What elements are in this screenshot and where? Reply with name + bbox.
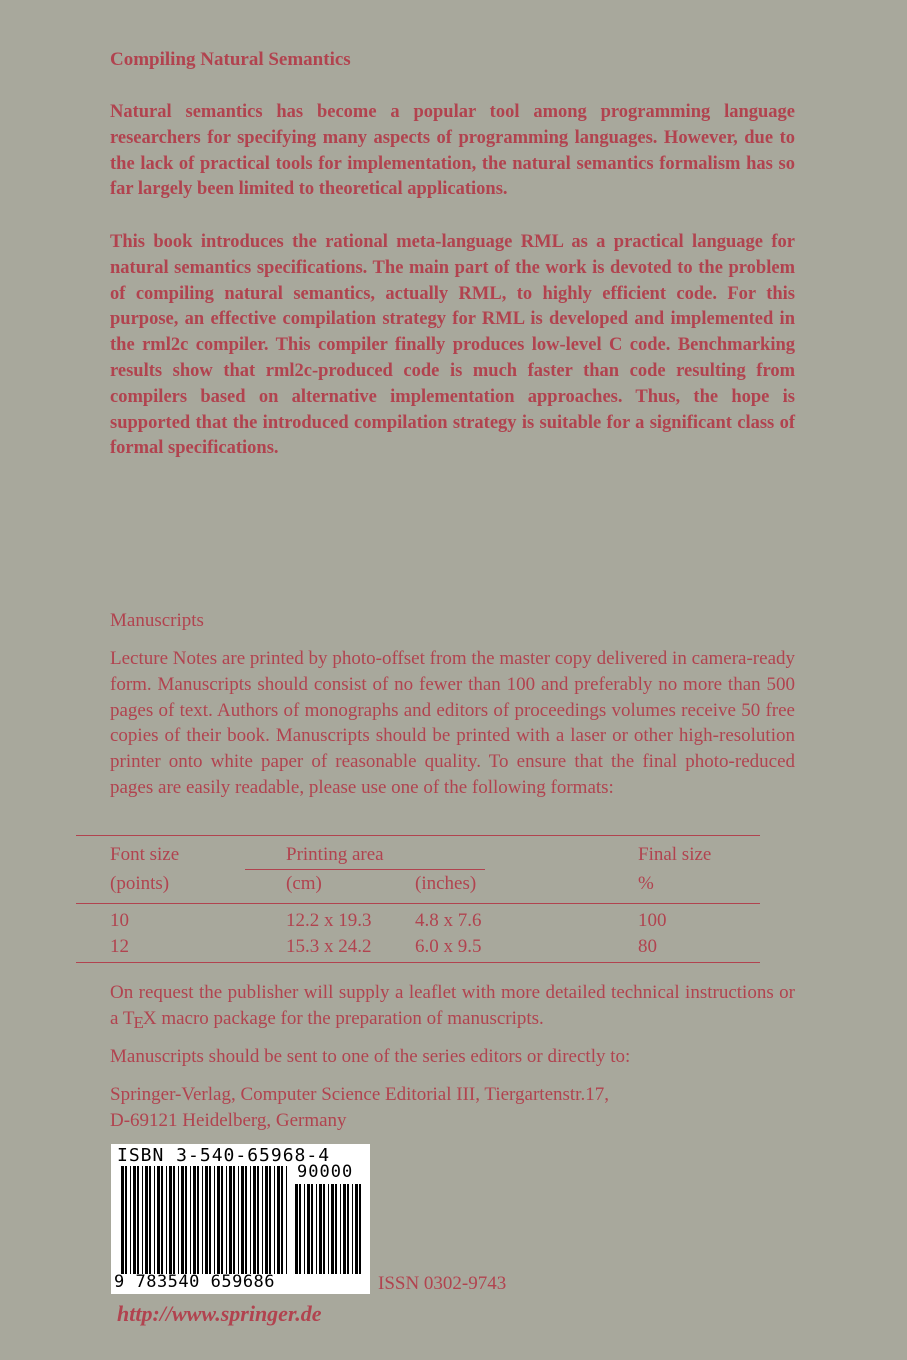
table-header-rule xyxy=(76,903,760,904)
header-printing-area: Printing area xyxy=(286,844,384,865)
tex-logo-x: X xyxy=(142,1007,157,1029)
header-final-size: Final size xyxy=(638,844,712,865)
table-cell-font: 12 xyxy=(110,936,129,957)
header-font-size: Font size xyxy=(110,844,180,865)
table-cell-final: 80 xyxy=(638,936,657,957)
table-cell-font: 10 xyxy=(110,910,129,931)
table-cell-cm: 15.3 x 24.2 xyxy=(286,936,372,957)
barcode-ean-digits: 9 783540 659686 xyxy=(114,1272,276,1292)
tex-logo-t: T xyxy=(122,1007,135,1029)
table-top-rule xyxy=(76,835,760,836)
description-paragraph-1: Natural semantics has become a popular tool among programming language researchers for specifying many aspects of programming languages. However, due to the lack of practical tools for implementation, the natural semantics formalism has so far largely been limited to theoretical applications. xyxy=(110,102,795,200)
manuscripts-heading: Manuscripts xyxy=(110,610,204,631)
request-text-after: macro package for the preparation of manuscripts. xyxy=(156,1007,544,1029)
manuscripts-instructions: Lecture Notes are printed by photo-offset from the master copy delivered in camera-ready form. Manuscripts should consist of no fewer than 100 and preferably no more than 500 pages of text. Authors of monographs and editors of proceedings volumes receive 50 free copies of their book. Manuscripts should be printed with a laser or other high-resolution printer onto white paper of reasonable quality. To ensure that the final photo-reduced pages are easily readable, please use one of the following formats: xyxy=(110,648,795,798)
description-paragraph-2: This book introduces the rational meta-language RML as a practical language for natural semantics specifications. The main part of the work is devoted to the problem of compiling natural semantics, actually RML, to highly efficient code. For this purpose, an effective compilation strategy for RML is developed and implemented in the rml2c compiler. This compiler finally produces low-level C code. Benchmarking results show that rml2c-produced code is much faster than code resulting from compilers based on alternative implementation approaches. Thus, the hope is supported that the introduced compilation strategy is suitable for a significant class of formal specifications. xyxy=(110,232,795,459)
issn-number: ISSN 0302-9743 xyxy=(378,1273,507,1294)
address-line-1: Springer-Verlag, Computer Science Editorial III, Tiergartenstr.17, xyxy=(110,1084,609,1105)
request-note xyxy=(110,980,795,1032)
table-cell-final: 100 xyxy=(638,910,667,931)
table-cell-cm: 12.2 x 19.3 xyxy=(286,910,372,931)
tex-logo-e: E xyxy=(133,1012,144,1032)
publisher-url[interactable]: http://www.springer.de xyxy=(117,1301,322,1326)
isbn-barcode xyxy=(111,1144,370,1294)
address-line-2: D-69121 Heidelberg, Germany xyxy=(110,1110,347,1131)
send-to-note: Manuscripts should be sent to one of the series editors or directly to: xyxy=(110,1046,631,1067)
request-text-before: On request the publisher will supply a leaflet with more detailed technical instructions or a xyxy=(110,982,795,1029)
header-inches: (inches) xyxy=(415,873,477,894)
table-bottom-rule xyxy=(76,962,760,963)
barcode-bars-icon xyxy=(121,1166,291,1274)
header-font-size-unit: (points) xyxy=(110,873,170,894)
barcode-addon-bars-icon xyxy=(295,1184,365,1274)
book-title: Compiling Natural Semantics xyxy=(110,49,351,70)
barcode-addon-digits: 90000 xyxy=(297,1162,354,1182)
table-cell-inches: 4.8 x 7.6 xyxy=(415,910,482,931)
tex-logo xyxy=(122,1007,157,1032)
table-cell-inches: 6.0 x 9.5 xyxy=(415,936,482,957)
isbn-label: ISBN 3-540-65968-4 xyxy=(117,1145,331,1166)
header-cm: (cm) xyxy=(286,873,322,894)
header-final-size-unit: % xyxy=(638,873,654,894)
printing-area-rule xyxy=(245,869,485,870)
